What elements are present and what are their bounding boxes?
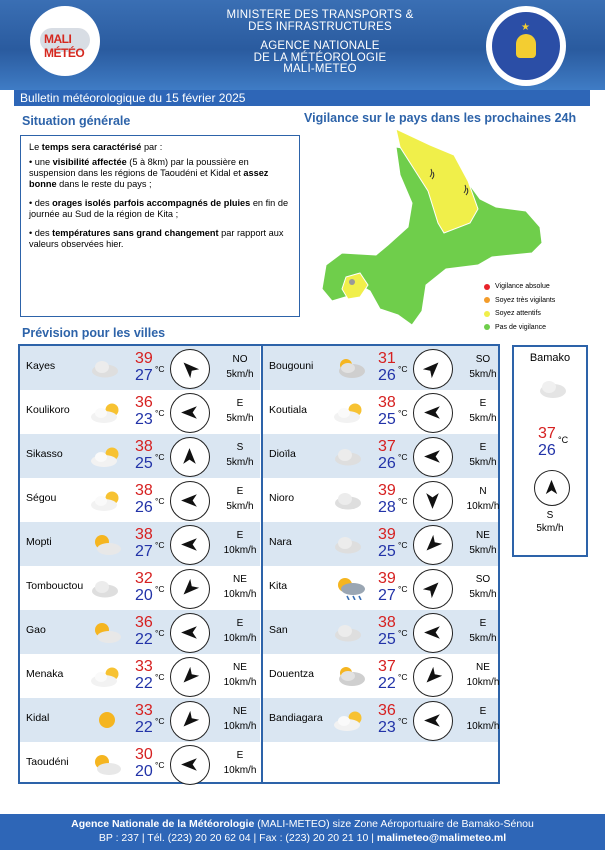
- deg-unit: °C: [155, 452, 165, 462]
- wind-compass: [413, 525, 453, 565]
- wind-direction: NO: [232, 354, 248, 365]
- wind-compass: [413, 613, 453, 653]
- wind-compass: [170, 569, 210, 609]
- footer-line-1: Agence Nationale de la Météorologie (MALI-METEO) size Zone Aéroportuaire de Bamako-Sénou: [71, 818, 534, 830]
- wind-arrow-icon: [422, 710, 443, 731]
- wind-compass: [170, 745, 210, 785]
- footer-line-2: BP : 237 | Tél. (223) 20 20 62 04 | Fax : (223) 20 20 21 10 | malimeteo@malimeteo.ml: [98, 832, 507, 844]
- cloudy-icon: [90, 356, 124, 380]
- temp-max: 38: [135, 526, 153, 543]
- cloudy-icon: [333, 444, 367, 468]
- wind-direction: E: [236, 750, 244, 761]
- wind-speed: 10km/h: [223, 765, 257, 776]
- deg-unit: °C: [398, 408, 408, 418]
- forecast-title: Prévision pour les villes: [22, 326, 166, 340]
- footer: [0, 814, 605, 850]
- bamako-wind-speed: 5km/h: [536, 523, 564, 534]
- wind-arrow-icon: [179, 578, 200, 599]
- temp-min: 26: [135, 499, 153, 516]
- cloudy-icon: [333, 620, 367, 644]
- wind-arrow-icon: [422, 622, 443, 643]
- wind-arrow-icon: [422, 446, 443, 467]
- wind-arrow-icon: [179, 402, 200, 423]
- city-name: Sikasso: [26, 448, 63, 460]
- bamako-city: Bamako: [529, 352, 571, 364]
- temp-max: 38: [135, 482, 153, 499]
- wind-speed: 10km/h: [466, 501, 500, 512]
- temp-max: 36: [135, 614, 153, 631]
- ministry-line-1: MINISTERE DES TRANSPORTS &: [226, 9, 414, 21]
- storm-icon: [333, 576, 367, 600]
- city-name: Nioro: [269, 492, 295, 504]
- bamako-tmin: 26: [538, 442, 556, 459]
- wind-arrow-icon: [422, 402, 443, 423]
- situation-item-temperatures: • des températures sans grand changement par rapport aux valeurs observées hier.: [29, 228, 284, 249]
- deg-unit: °C: [398, 584, 408, 594]
- city-row: [20, 742, 260, 786]
- city-name: Gao: [26, 624, 46, 636]
- wind-compass: [170, 613, 210, 653]
- agency-line-1: AGENCE NATIONALE: [260, 40, 380, 52]
- city-row: [263, 346, 498, 390]
- city-name: Kita: [269, 580, 288, 592]
- forecast-column-left: [20, 346, 260, 786]
- temp-min: 22: [135, 631, 153, 648]
- temp-min: 23: [378, 719, 396, 736]
- wind-arrow-icon: [179, 534, 200, 555]
- wind-compass: [170, 437, 210, 477]
- city-row: [20, 698, 260, 742]
- temp-max: 38: [378, 394, 396, 411]
- wind-direction: N: [479, 486, 487, 497]
- header-banner: [0, 0, 605, 90]
- temp-min: 25: [378, 631, 396, 648]
- wind-speed: 5km/h: [226, 457, 254, 468]
- city-name: Koutiala: [269, 404, 307, 416]
- wind-speed: 5km/h: [469, 589, 497, 600]
- city-row: [20, 434, 260, 478]
- city-name: Bougouni: [269, 360, 314, 372]
- legend-item-absolute: Vigilance absolue: [484, 280, 555, 294]
- wind-compass: [170, 393, 210, 433]
- deg-unit: °C: [155, 540, 165, 550]
- wind-arrow-icon: [179, 358, 200, 379]
- cloudy-sun-icon: [333, 664, 367, 688]
- city-name: San: [269, 624, 288, 636]
- seal-emblem-icon: [516, 34, 536, 58]
- wind-arrow-icon: [179, 754, 200, 775]
- cloudy-icon: [333, 532, 367, 556]
- wind-speed: 5km/h: [226, 413, 254, 424]
- wind-arrow-icon: [422, 534, 443, 555]
- deg-unit: °C: [155, 408, 165, 418]
- temp-max: 36: [135, 394, 153, 411]
- wind-compass: [413, 437, 453, 477]
- legend-item-very-vigilant: Soyez très vigilants: [484, 294, 555, 308]
- wind-direction: E: [236, 398, 244, 409]
- wind-speed: 10km/h: [223, 545, 257, 556]
- temp-min: 25: [135, 455, 153, 472]
- wind-direction: E: [236, 618, 244, 629]
- wind-direction: E: [479, 618, 487, 629]
- bamako-card: [512, 345, 588, 557]
- agency-line-3: MALI-METEO: [283, 63, 357, 75]
- wind-speed: 10km/h: [466, 677, 500, 688]
- wind-direction: SO: [475, 574, 491, 585]
- city-name: Menaka: [26, 668, 64, 680]
- wind-speed: 5km/h: [226, 501, 254, 512]
- deg-unit: °C: [155, 760, 165, 770]
- partly-cloudy-icon: [90, 444, 124, 468]
- wind-speed: 10km/h: [223, 633, 257, 644]
- wind-direction: SO: [475, 354, 491, 365]
- wind-speed: 5km/h: [469, 633, 497, 644]
- partly-cloudy-icon: [90, 400, 124, 424]
- wind-compass: [413, 569, 453, 609]
- temp-min: 22: [135, 675, 153, 692]
- deg-unit: °C: [398, 672, 408, 682]
- temp-min: 25: [378, 543, 396, 560]
- city-row: [263, 566, 498, 610]
- city-name: Tombouctou: [26, 580, 84, 592]
- wind-arrow-icon: [422, 358, 443, 379]
- situation-intro: Le temps sera caractérisé par :: [29, 142, 163, 152]
- wind-direction: NE: [233, 662, 247, 673]
- wind-compass: [413, 481, 453, 521]
- partly-cloudy-icon: [90, 488, 124, 512]
- city-row: [20, 390, 260, 434]
- agency-line-2: DE LA MÉTÉOROLOGIE: [253, 51, 387, 64]
- temp-min: 23: [135, 411, 153, 428]
- wind-direction: E: [479, 398, 487, 409]
- deg-unit: °C: [155, 672, 165, 682]
- deg-unit: °C: [155, 628, 165, 638]
- bamako-wind-direction: S: [546, 510, 554, 521]
- temp-max: 38: [378, 614, 396, 631]
- legend-swatch-green: [484, 324, 490, 330]
- partly-cloudy-icon: [90, 664, 124, 688]
- temp-max: 37: [378, 658, 396, 675]
- sunny-icon: [90, 708, 124, 732]
- temp-max: 39: [378, 570, 396, 587]
- city-name: Douentza: [269, 668, 314, 680]
- city-row: [20, 566, 260, 610]
- city-row: [263, 610, 498, 654]
- wind-direction: E: [236, 530, 244, 541]
- temp-min: 28: [378, 499, 396, 516]
- wind-compass: [170, 657, 210, 697]
- legend-swatch-yellow: [484, 311, 490, 317]
- temp-max: 30: [135, 746, 153, 763]
- temp-max: 39: [135, 350, 153, 367]
- logo-text: MALI MÉTÉO: [44, 32, 85, 60]
- city-name: Taoudéni: [26, 756, 69, 768]
- wind-compass: [170, 525, 210, 565]
- city-name: Ségou: [26, 492, 57, 504]
- wind-speed: 5km/h: [469, 457, 497, 468]
- partly-cloudy-icon: [333, 400, 367, 424]
- bamako-tmax: 37: [538, 425, 556, 442]
- city-name: Koulikoro: [26, 404, 70, 416]
- forecast-column-right: [263, 346, 498, 742]
- situation-box: [20, 135, 300, 317]
- star-icon: ★: [521, 22, 530, 33]
- cloudy-sun-icon: [333, 356, 367, 380]
- city-row: [20, 346, 260, 390]
- temp-max: 38: [135, 438, 153, 455]
- wind-direction: NE: [476, 530, 490, 541]
- temp-min: 27: [135, 543, 153, 560]
- city-row: [20, 478, 260, 522]
- temp-min: 26: [378, 455, 396, 472]
- wind-speed: 5km/h: [469, 413, 497, 424]
- republic-seal: [486, 6, 566, 86]
- city-row: [20, 522, 260, 566]
- temp-min: 22: [135, 719, 153, 736]
- wind-speed: 5km/h: [469, 369, 497, 380]
- vigilance-legend: [484, 280, 555, 334]
- wind-speed: 10km/h: [223, 589, 257, 600]
- situation-item-storms: • des orages isolés parfois accompagnés de pluies en fin de journée au Sud de la région de Kita ;: [29, 198, 289, 219]
- wind-direction: E: [479, 442, 487, 453]
- wind-arrow-icon: [179, 446, 200, 467]
- city-row: [20, 610, 260, 654]
- situation-title: Situation générale: [22, 114, 131, 128]
- temp-max: 31: [378, 350, 396, 367]
- mali-meteo-logo: [30, 6, 100, 76]
- legend-item-no-vigilance: Pas de vigilance: [484, 321, 555, 335]
- deg-unit: °C: [398, 364, 408, 374]
- wind-direction: E: [236, 486, 244, 497]
- wind-direction: S: [236, 442, 244, 453]
- wind-arrow-icon: [422, 578, 443, 599]
- city-row: [20, 654, 260, 698]
- deg-unit: °C: [398, 540, 408, 550]
- temp-max: 39: [378, 482, 396, 499]
- temp-max: 33: [135, 658, 153, 675]
- city-name: Dioïla: [269, 448, 296, 460]
- temp-max: 37: [378, 438, 396, 455]
- cloudy-icon: [333, 488, 367, 512]
- wind-arrow-icon: [422, 666, 443, 687]
- cloudy-icon: [90, 576, 124, 600]
- wind-arrow-icon: [422, 490, 443, 511]
- ministry-line-2: DES INFRASTRUCTURES: [248, 20, 392, 33]
- temp-min: 26: [378, 367, 396, 384]
- vigilance-title: Vigilance sur le pays dans les prochaines 24h: [304, 111, 577, 125]
- city-row: [263, 478, 498, 522]
- sun-cloud-icon: [90, 752, 124, 776]
- deg-unit: °C: [155, 364, 165, 374]
- deg-unit: °C: [398, 716, 408, 726]
- wind-compass: [413, 657, 453, 697]
- wind-speed: 10km/h: [223, 677, 257, 688]
- bamako-wind-compass: [534, 470, 570, 506]
- deg-unit: °C: [155, 496, 165, 506]
- temp-min: 20: [135, 763, 153, 780]
- wind-compass: [170, 701, 210, 741]
- city-row: [263, 390, 498, 434]
- situation-item-visibility: • une visibilité affectée (5 à 8km) par la poussière en suspension dans les régions de Taoudéni et Kidal et assez bonne dans le reste du pays ;: [29, 157, 269, 189]
- wind-compass: [170, 481, 210, 521]
- temp-max: 33: [135, 702, 153, 719]
- temp-max: 32: [135, 570, 153, 587]
- wind-speed: 5km/h: [469, 545, 497, 556]
- wind-speed: 10km/h: [466, 721, 500, 732]
- wind-arrow-icon: [179, 622, 200, 643]
- map-bamako-marker: [349, 279, 355, 285]
- partly-cloudy-icon: [333, 708, 367, 732]
- city-name: Kidal: [26, 712, 50, 724]
- temp-max: 36: [378, 702, 396, 719]
- wind-speed: 10km/h: [223, 721, 257, 732]
- sun-cloud-icon: [90, 620, 124, 644]
- wind-arrow-icon: [179, 710, 200, 731]
- wind-direction: NE: [233, 574, 247, 585]
- wind-arrow-icon: [179, 666, 200, 687]
- city-row: [263, 654, 498, 698]
- city-name: Kayes: [26, 360, 56, 372]
- temp-min: 27: [135, 367, 153, 384]
- city-name: Bandiagara: [269, 712, 323, 724]
- city-row: [263, 522, 498, 566]
- wind-compass: [413, 701, 453, 741]
- city-name: Nara: [269, 536, 292, 548]
- wind-direction: NE: [233, 706, 247, 717]
- city-row: [263, 698, 498, 742]
- temp-min: 20: [135, 587, 153, 604]
- legend-item-attentive: Soyez attentifs: [484, 307, 555, 321]
- temp-min: 22: [378, 675, 396, 692]
- temp-max: 39: [378, 526, 396, 543]
- wind-direction: E: [479, 706, 487, 717]
- temp-min: 25: [378, 411, 396, 428]
- legend-swatch-orange: [484, 297, 490, 303]
- wind-compass: [413, 349, 453, 389]
- deg-unit: °C: [155, 584, 165, 594]
- header-titles: [200, 10, 440, 76]
- deg-unit: °C: [398, 452, 408, 462]
- deg-unit: °C: [155, 716, 165, 726]
- deg-unit: °C: [398, 628, 408, 638]
- seal-ring: [492, 12, 560, 80]
- wind-arrow-icon: [179, 490, 200, 511]
- legend-swatch-red: [484, 284, 490, 290]
- deg-unit: °C: [398, 496, 408, 506]
- bamako-wind-arrow-icon: [542, 478, 561, 497]
- bamako-deg-unit: °C: [558, 435, 569, 445]
- bamako-cloudy-icon: [536, 377, 570, 401]
- wind-compass: [413, 393, 453, 433]
- wind-direction: NE: [476, 662, 490, 673]
- sun-cloud-icon: [90, 532, 124, 556]
- temp-min: 27: [378, 587, 396, 604]
- city-row: [263, 434, 498, 478]
- bulletin-date: Bulletin météorologique du 15 février 2025: [20, 91, 246, 105]
- wind-speed: 5km/h: [226, 369, 254, 380]
- wind-compass: [170, 349, 210, 389]
- city-name: Mopti: [26, 536, 52, 548]
